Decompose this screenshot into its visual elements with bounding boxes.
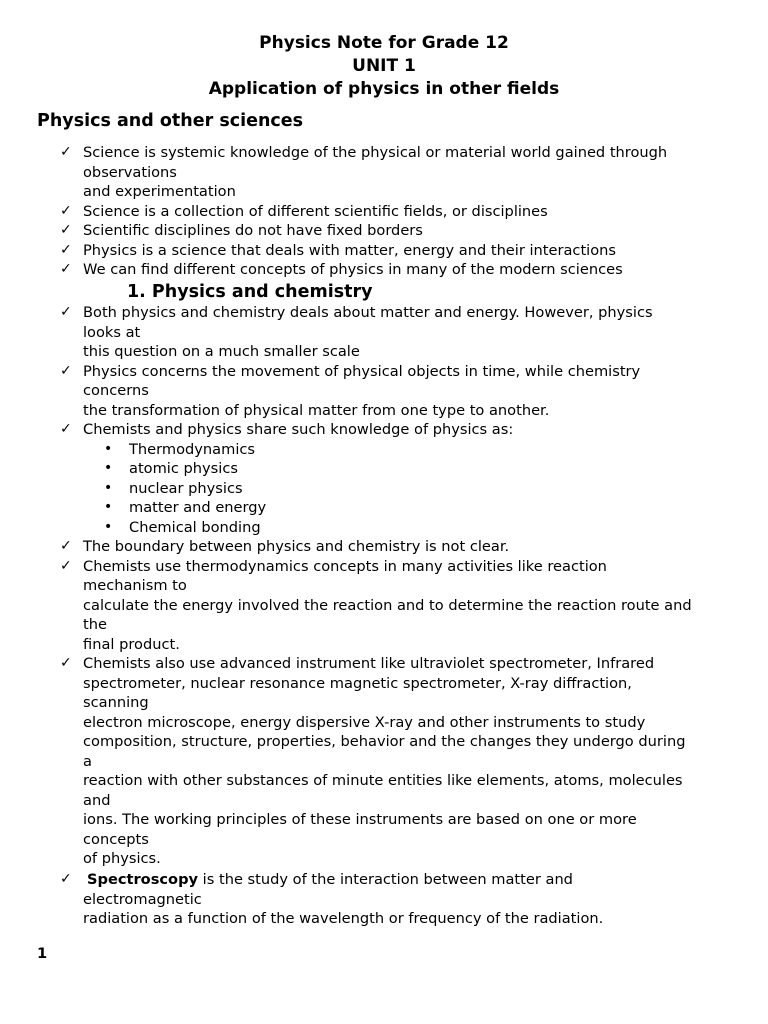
topic-item: nuclear physics (129, 479, 243, 497)
list-item-line: Science is a collection of different scientific fields, or disciplines (83, 202, 548, 220)
spectroscopy-line (87, 870, 573, 890)
list-item-line: We can find different concepts of physics in many of the modern sciences (83, 261, 623, 278)
list-item-line: a (83, 752, 92, 770)
spectroscopy-term: Spectroscopy (87, 871, 199, 888)
list-item-line: of physics. (83, 850, 161, 867)
list-item-line: Both physics and chemistry deals about matter and energy. However, physics (83, 304, 653, 321)
list-item-line: and (83, 791, 111, 809)
list-item-line: and experimentation (83, 183, 236, 200)
list-item-line: radiation as a function of the wavelength or frequency of the radiation. (83, 910, 604, 927)
subsection-heading: 1. Physics and chemistry (127, 282, 373, 302)
list-item-line: scanning (83, 694, 149, 711)
bullet-icon: • (104, 499, 113, 515)
unit-label: UNIT 1 (352, 56, 416, 76)
check-icon: ✓ (60, 144, 72, 160)
check-icon: ✓ (60, 362, 72, 379)
list-item-line: final product. (83, 635, 180, 653)
list-item-line: calculate the energy involved the reaction and to determine the reaction route and (83, 596, 692, 614)
list-item-line: the transformation of physical matter from one type to another. (83, 401, 550, 419)
list-item-line: The boundary between physics and chemistry is not clear. (83, 538, 510, 555)
list-item-line: electromagnetic (83, 890, 202, 908)
list-item-line: Chemists and physics share such knowledge of physics as: (83, 421, 514, 438)
check-icon: ✓ (60, 655, 72, 671)
check-icon: ✓ (60, 241, 72, 258)
list-item-line: observations (83, 163, 177, 181)
list-item-line: composition, structure, properties, behavior and the changes they undergo during (83, 733, 686, 750)
list-item-line: reaction with other substances of minute entities like elements, atoms, molecules (83, 772, 683, 789)
page-number: 1 (37, 945, 48, 962)
document-title: Physics Note for Grade 12 (259, 33, 509, 53)
list-item-line: mechanism to (83, 577, 187, 594)
check-icon: ✓ (60, 871, 72, 887)
list-item-line: concerns (83, 382, 149, 399)
bullet-icon: • (104, 518, 113, 535)
section-heading: Physics and other sciences (37, 111, 304, 131)
check-icon: ✓ (60, 222, 72, 238)
bullet-icon: • (104, 440, 113, 457)
list-item-line: the (83, 616, 107, 633)
list-item-line: electron microscope, energy dispersive X-ray and other instruments to study (83, 713, 646, 731)
check-icon: ✓ (60, 202, 72, 219)
topic-item: Thermodynamics (129, 440, 256, 458)
spectroscopy-rest: is the study of the interaction between matter and (198, 871, 573, 888)
list-item-line: this question on a much smaller scale (83, 343, 360, 360)
list-item-line: Chemists also use advanced instrument like ultraviolet spectrometer, Infrared (83, 655, 655, 672)
list-item-line: Physics is a science that deals with matter, energy and their interactions (83, 241, 617, 259)
check-icon: ✓ (60, 538, 72, 554)
list-item-line: concepts (83, 830, 149, 848)
list-item-line: Chemists use thermodynamics concepts in many activities like reaction (83, 557, 607, 575)
topic-item: atomic physics (129, 460, 238, 477)
list-item-line: spectrometer, nuclear resonance magnetic spectrometer, X-ray diffraction, (83, 674, 632, 692)
list-item-line: looks at (83, 323, 141, 341)
list-item-line: Scientific disciplines do not have fixed borders (83, 222, 423, 239)
topic-item: Chemical bonding (129, 518, 261, 536)
list-item-line: Science is systemic knowledge of the physical or material world gained through (83, 144, 668, 161)
check-icon: ✓ (60, 557, 72, 574)
check-icon: ✓ (60, 421, 72, 437)
document-subtitle: Application of physics in other fields (208, 79, 560, 99)
topic-item: matter and energy (129, 499, 267, 516)
list-item-line: Physics concerns the movement of physical objects in time, while chemistry (83, 362, 641, 380)
check-icon: ✓ (60, 304, 72, 320)
check-icon: ✓ (60, 261, 72, 277)
bullet-icon: • (104, 479, 113, 496)
list-item-line: ions. The working principles of these instruments are based on one or more (83, 811, 637, 828)
bullet-icon: • (104, 460, 113, 476)
